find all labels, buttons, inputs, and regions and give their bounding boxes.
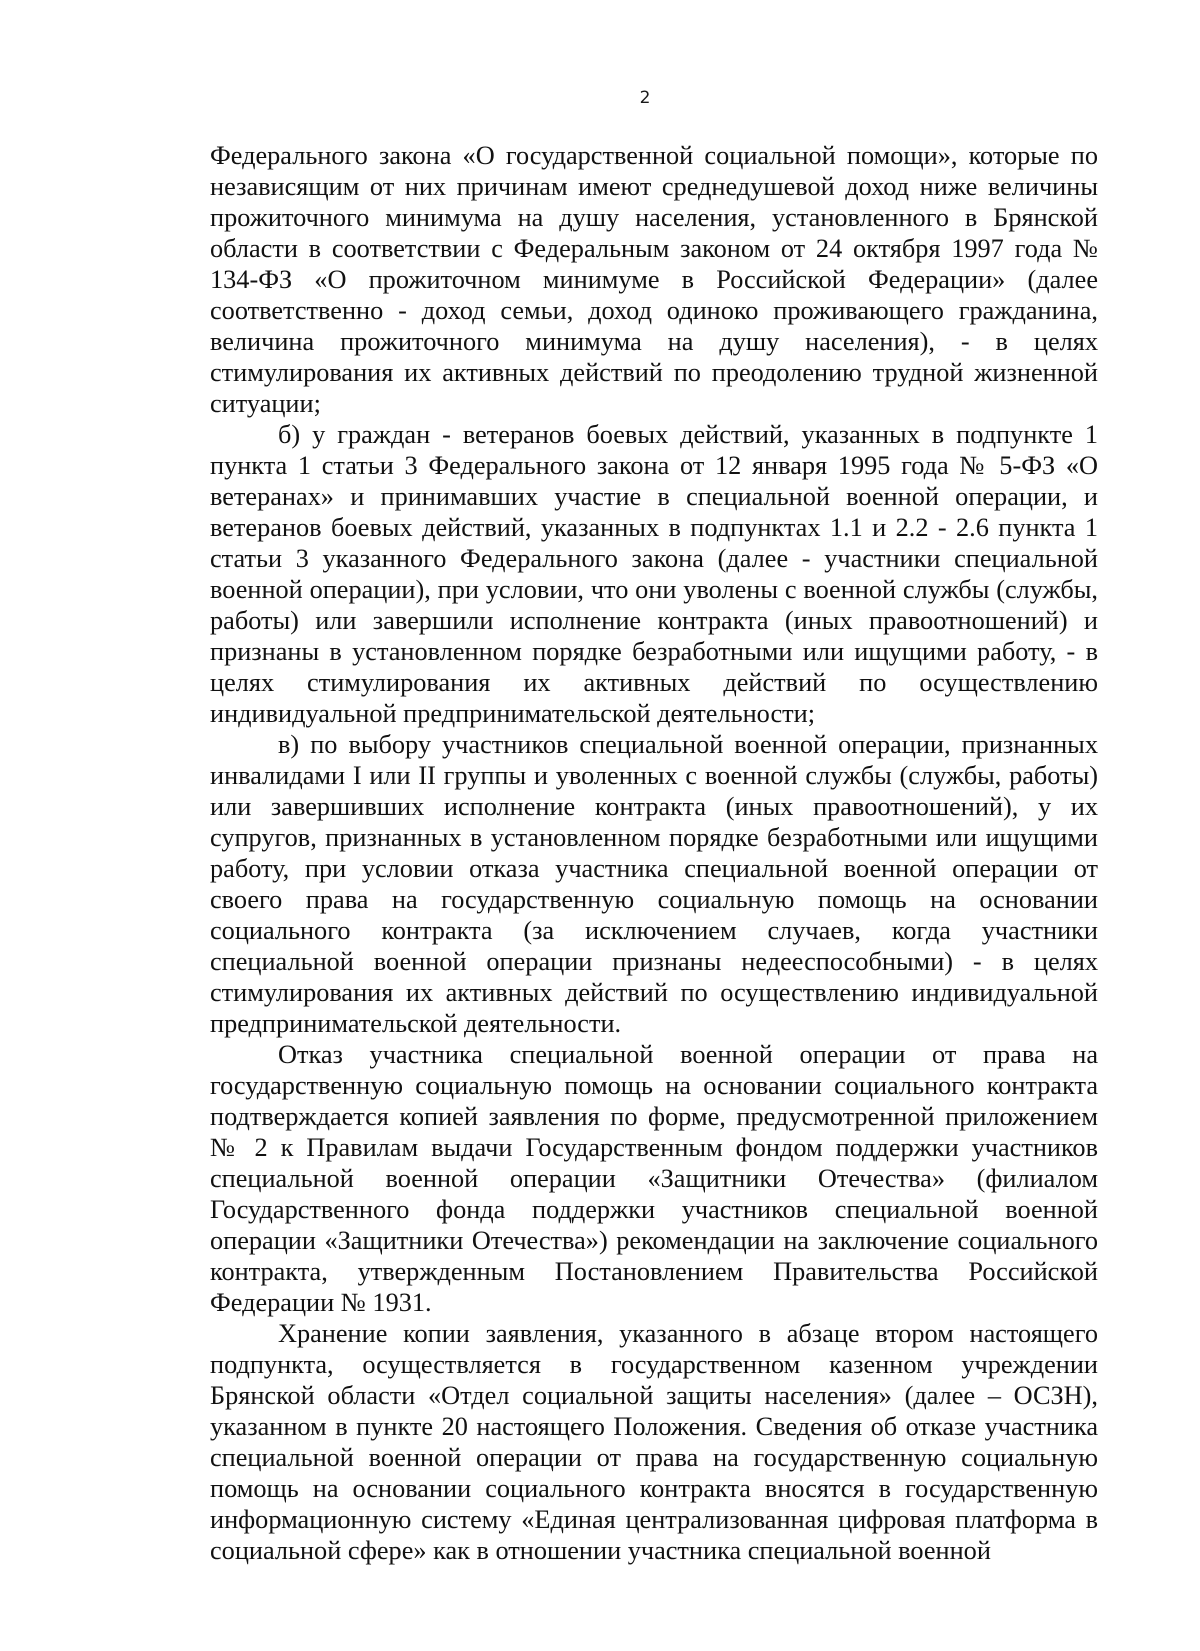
page-number: 2 <box>639 88 651 108</box>
paragraph-refusal: Отказ участника специальной военной операции от права на государственную социальную помощь на основании социального контракта подтверждается копией заявления по форме, предусмотренной приложением № 2 к Правилам выдачи Государственным фондом поддержки участников специальной военной операции «Защитники Отечества» (филиалом Государственного фонда поддержки участников специальной военной операции «Защитники Отечества») рекомендации на заключение социального контракта, утвержденным Постановлением Правительства Российской Федерации № 1931. <box>210 1040 1098 1317</box>
paragraph-storage: Хранение копии заявления, указанного в абзаце втором настоящего подпункта, осуществляется в государственном казенном учреждении Брянской области «Отдел социальной защиты населения» (далее – ОСЗН), указанном в пункте 20 настоящего Положения. Сведения об отказе участника специальной военной операции от права на государственную социальную помощь на основании социального контракта вносятся в государственную информационную систему «Единая централизованная цифровая платформа в социальной сфере» как в отношении участника специальной военной <box>210 1319 1098 1565</box>
paragraph-continuation: Федерального закона «О государственной социальной помощи», которые по независящим от них причинам имеют среднедушевой доход ниже величины прожиточного минимума на душу населения, установленного в Брянской области в соответствии с Федеральным законом от 24 октября 1997 года № 134-ФЗ «О прожиточном минимуме в Российской Федерации» (далее соответственно - доход семьи, доход одиноко проживающего гражданина, величина прожиточного минимума на душу населения), - в целях стимулирования их активных действий по преодолению трудной жизненной ситуации; <box>210 141 1098 418</box>
document-body <box>210 140 1098 1566</box>
paragraph-item-v: в) по выбору участников специальной военной операции, признанных инвалидами I или II группы и уволенных с военной службы (службы, работы) или завершивших исполнение контракта (иных правоотношений), у их супругов, признанных в установленном порядке безработными или ищущими работу, при условии отказа участника специальной военной операции от своего права на государственную социальную помощь на основании социального контракта (за исключением случаев, когда участники специальной военной операции признаны недееспособными) - в целях стимулирования их активных действий по осуществлению индивидуальной предпринимательской деятельности. <box>210 730 1098 1038</box>
paragraph-item-b: б) у граждан - ветеранов боевых действий, указанных в подпункте 1 пункта 1 статьи 3 Федерального закона от 12 января 1995 года № 5-ФЗ «О ветеранах» и принимавших участие в специальной военной операции, и ветеранов боевых действий, указанных в подпунктах 1.1 и 2.2 - 2.6 пункта 1 статьи 3 указанного Федерального закона (далее - участники специальной военной операции), при условии, что они уволены с военной службы (службы, работы) или завершили исполнение контракта (иных правоотношений) и признаны в установленном порядке безработными или ищущими работу, - в целях стимулирования их активных действий по осуществлению индивидуальной предпринимательской деятельности; <box>210 420 1098 728</box>
